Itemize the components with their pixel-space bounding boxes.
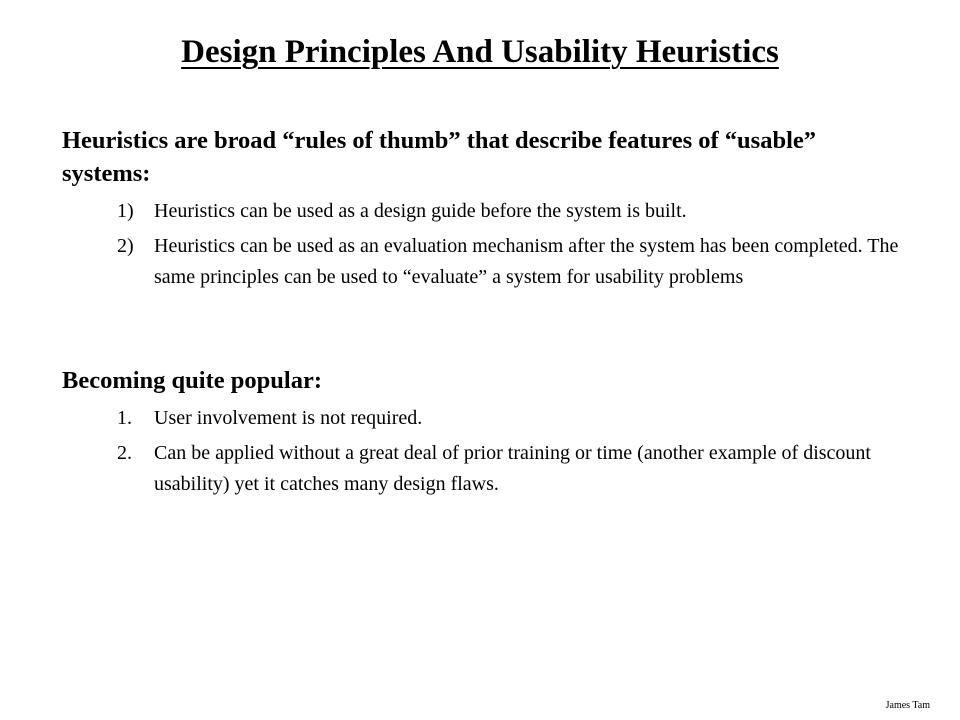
section-popularity (62, 364, 902, 504)
section-heading: Becoming quite popular: (62, 367, 322, 394)
list-item (62, 403, 902, 434)
list-item-number: 1. (117, 407, 132, 429)
list-item-text: Can be applied without a great deal of prior training or time (another example of discount usability) yet it catches many design flaws. (154, 442, 871, 495)
list-item (62, 196, 902, 227)
list-item-number: 2. (117, 442, 132, 464)
list-item-text: Heuristics can be used as an evaluation mechanism after the system has been completed. The same principles can be used to “evaluate” a system for usability problems (154, 235, 899, 288)
numbered-list (62, 403, 902, 500)
numbered-list (62, 196, 902, 293)
slide-title: Design Principles And Usability Heuristics (181, 34, 779, 70)
list-item-number: 1) (117, 200, 134, 222)
list-item (62, 438, 902, 500)
author-footer: James Tam (885, 700, 930, 711)
list-item-text: User involvement is not required. (154, 407, 423, 429)
list-item-number: 2) (117, 235, 134, 257)
list-item-text: Heuristics can be used as a design guide before the system is built. (154, 200, 687, 222)
section-heading: Heuristics are broad “rules of thumb” that describe features of “usable” systems: (62, 127, 817, 187)
section-heuristics-definition (62, 124, 902, 297)
list-item (62, 231, 902, 293)
